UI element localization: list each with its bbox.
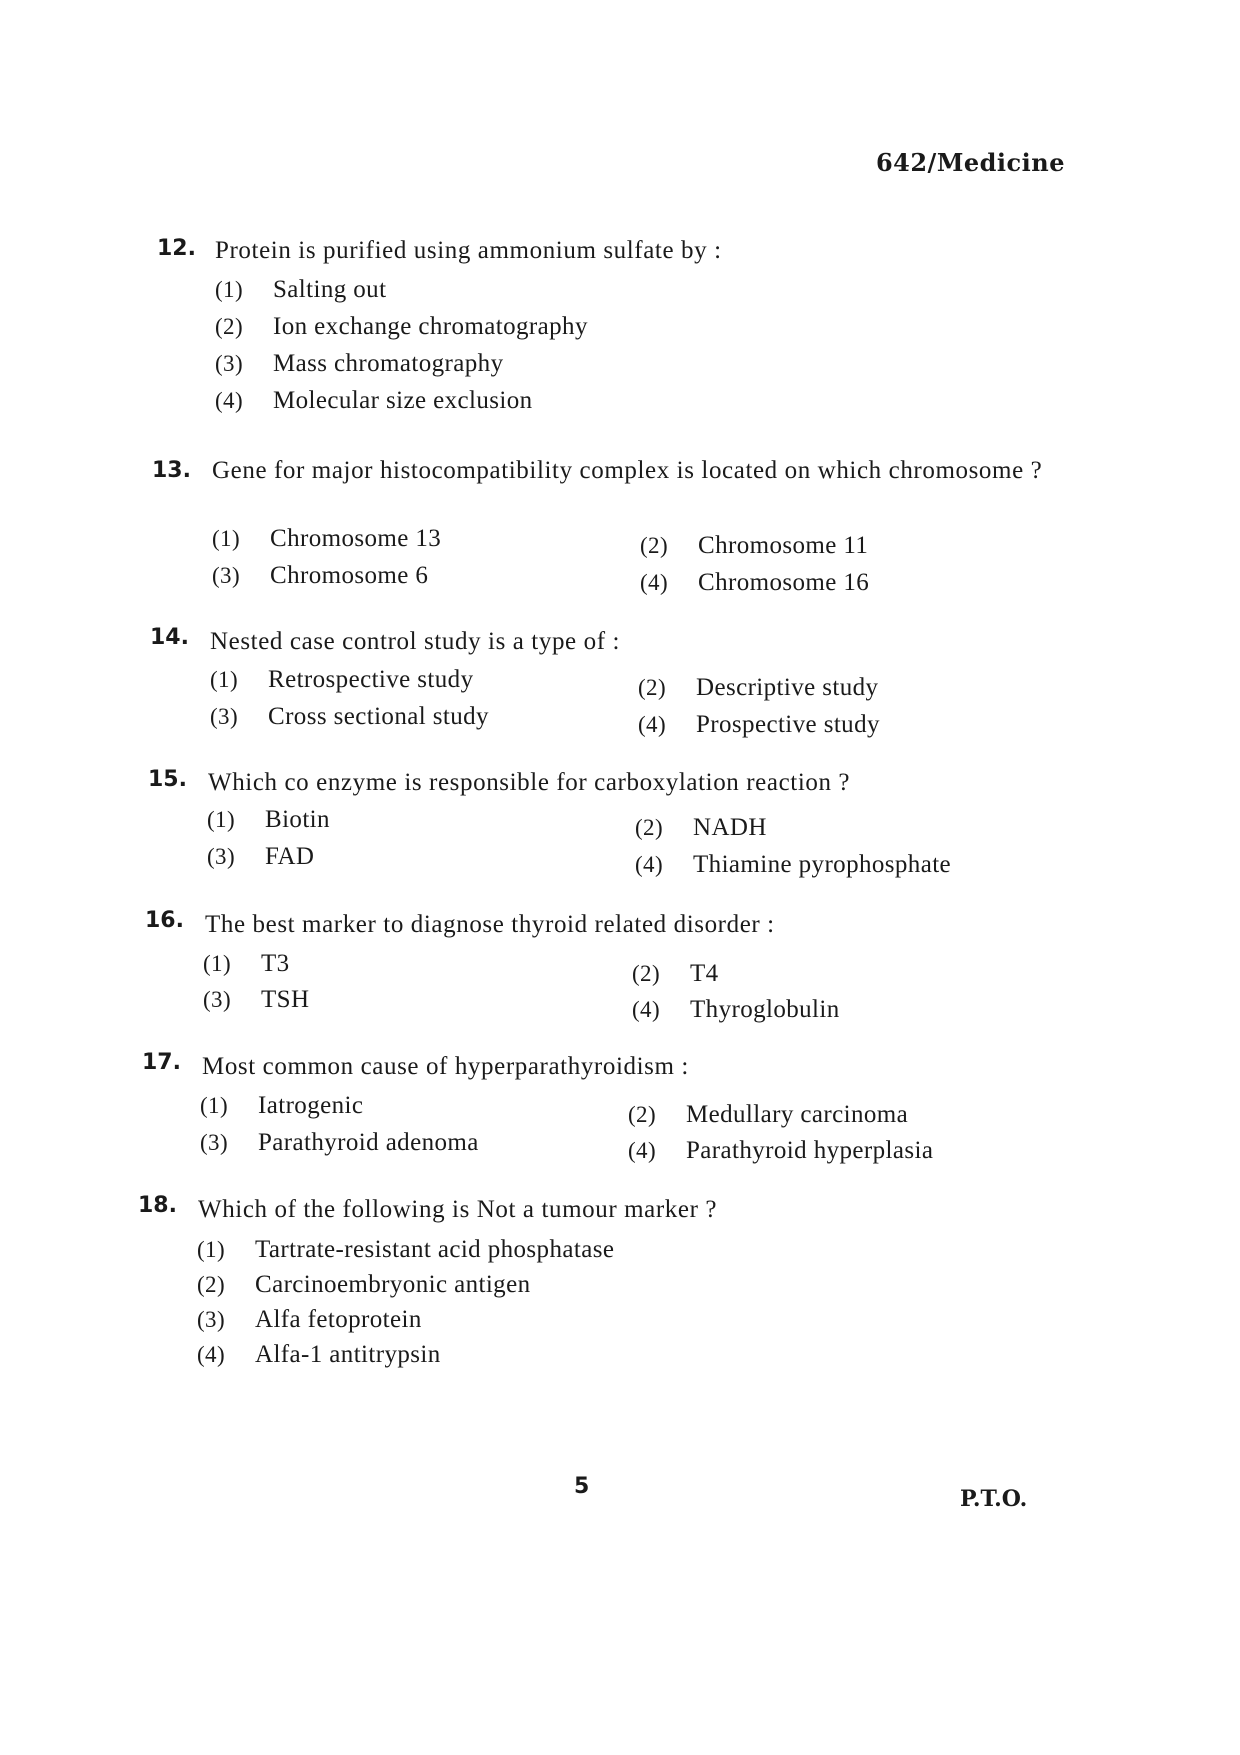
- option-number: (4): [215, 388, 244, 413]
- option-3: [212, 562, 428, 590]
- question-text: Nested case control study is a type of :: [210, 628, 621, 655]
- option-2: [638, 674, 878, 702]
- option-text: T4: [690, 960, 719, 987]
- option-number: (4): [635, 852, 664, 877]
- option-number: (1): [207, 807, 236, 832]
- option-4: [197, 1341, 441, 1369]
- option-text: Salting out: [273, 276, 387, 303]
- option-1: [212, 525, 441, 553]
- option-number: (1): [200, 1093, 229, 1118]
- paper-code: 642/Medicine: [875, 148, 1065, 177]
- page-number: 5: [574, 1474, 590, 1499]
- option-text: Parathyroid hyperplasia: [686, 1137, 934, 1164]
- option-2: [635, 814, 767, 842]
- option-number: (1): [215, 277, 244, 302]
- question-number: 12.: [157, 236, 196, 261]
- option-text: Retrospective study: [268, 666, 474, 693]
- option-3: [215, 350, 503, 378]
- option-text: Parathyroid adenoma: [258, 1129, 479, 1156]
- option-number: (4): [197, 1342, 226, 1367]
- option-text: T3: [261, 950, 290, 977]
- option-number: (2): [638, 675, 667, 700]
- option-number: (2): [628, 1102, 657, 1127]
- question-text: Which co enzyme is responsible for carboxylation reaction ?: [208, 769, 851, 796]
- option-3: [210, 703, 489, 731]
- option-number: (4): [632, 997, 661, 1022]
- option-1: [215, 276, 386, 304]
- option-1: [207, 806, 330, 834]
- option-2: [197, 1271, 530, 1299]
- question-number: 15.: [148, 767, 187, 792]
- option-text: Chromosome 13: [270, 525, 442, 552]
- question-text: Most common cause of hyperparathyroidism :: [202, 1053, 689, 1080]
- option-text: Carcinoembryonic antigen: [255, 1271, 531, 1298]
- option-number: (1): [203, 951, 232, 976]
- option-number: (1): [210, 667, 239, 692]
- option-number: (4): [638, 712, 667, 737]
- option-number: (2): [632, 961, 661, 986]
- option-number: (3): [212, 563, 241, 588]
- option-number: (1): [212, 526, 241, 551]
- option-text: Alfa fetoprotein: [255, 1306, 422, 1333]
- option-text: Chromosome 16: [698, 569, 870, 596]
- option-text: Chromosome 11: [698, 532, 869, 559]
- option-1: [197, 1236, 614, 1264]
- option-4: [635, 851, 951, 879]
- option-text: NADH: [693, 814, 767, 841]
- pto-label: P.T.O.: [960, 1486, 1028, 1512]
- option-1: [203, 950, 290, 978]
- option-text: Thyroglobulin: [690, 996, 840, 1023]
- option-text: Descriptive study: [696, 674, 879, 701]
- option-number: (2): [635, 815, 664, 840]
- option-1: [200, 1092, 363, 1120]
- option-text: Ion exchange chromatography: [273, 313, 588, 340]
- question-text: Gene for major histocompatibility complex is located on which chromosome ?: [212, 457, 1043, 484]
- option-number: (3): [203, 987, 232, 1012]
- option-3: [200, 1129, 479, 1157]
- question-number: 13.: [152, 458, 191, 483]
- option-text: Thiamine pyrophosphate: [693, 851, 952, 878]
- option-number: (2): [640, 533, 669, 558]
- option-2: [628, 1101, 908, 1129]
- option-3: [197, 1306, 422, 1334]
- option-2: [640, 532, 868, 560]
- option-text: Molecular size exclusion: [273, 387, 533, 414]
- option-number: (4): [640, 570, 669, 595]
- option-number: (3): [207, 844, 236, 869]
- question-number: 16.: [145, 908, 184, 933]
- option-text: Chromosome 6: [270, 562, 429, 589]
- option-number: (3): [200, 1130, 229, 1155]
- option-3: [203, 986, 309, 1014]
- option-2: [215, 313, 588, 341]
- option-2: [632, 960, 719, 988]
- option-1: [210, 666, 473, 694]
- question-number: 18.: [138, 1193, 177, 1218]
- question-text: The best marker to diagnose thyroid related disorder :: [205, 911, 775, 938]
- option-4: [215, 387, 533, 415]
- option-number: (2): [215, 314, 244, 339]
- option-text: Prospective study: [696, 711, 880, 738]
- option-number: (2): [197, 1272, 226, 1297]
- option-number: (3): [215, 351, 244, 376]
- question-text: Protein is purified using ammonium sulfate by :: [215, 237, 722, 264]
- question-number: 14.: [150, 625, 189, 650]
- option-text: Biotin: [265, 806, 330, 833]
- option-4: [640, 569, 869, 597]
- option-number: (1): [197, 1237, 226, 1262]
- option-number: (3): [210, 704, 239, 729]
- option-text: Alfa-1 antitrypsin: [255, 1341, 441, 1368]
- question-number: 17.: [142, 1050, 181, 1075]
- option-3: [207, 843, 314, 871]
- option-number: (3): [197, 1307, 226, 1332]
- option-4: [628, 1137, 933, 1165]
- option-text: Medullary carcinoma: [686, 1101, 909, 1128]
- question-text: Which of the following is Not a tumour marker ?: [198, 1196, 718, 1223]
- option-text: Iatrogenic: [258, 1092, 364, 1119]
- option-text: Tartrate-resistant acid phosphatase: [255, 1236, 615, 1263]
- option-text: Mass chromatography: [273, 350, 504, 377]
- option-4: [638, 711, 880, 739]
- option-text: Cross sectional study: [268, 703, 489, 730]
- option-text: FAD: [265, 843, 315, 870]
- option-number: (4): [628, 1138, 657, 1163]
- option-4: [632, 996, 840, 1024]
- option-text: TSH: [261, 986, 310, 1013]
